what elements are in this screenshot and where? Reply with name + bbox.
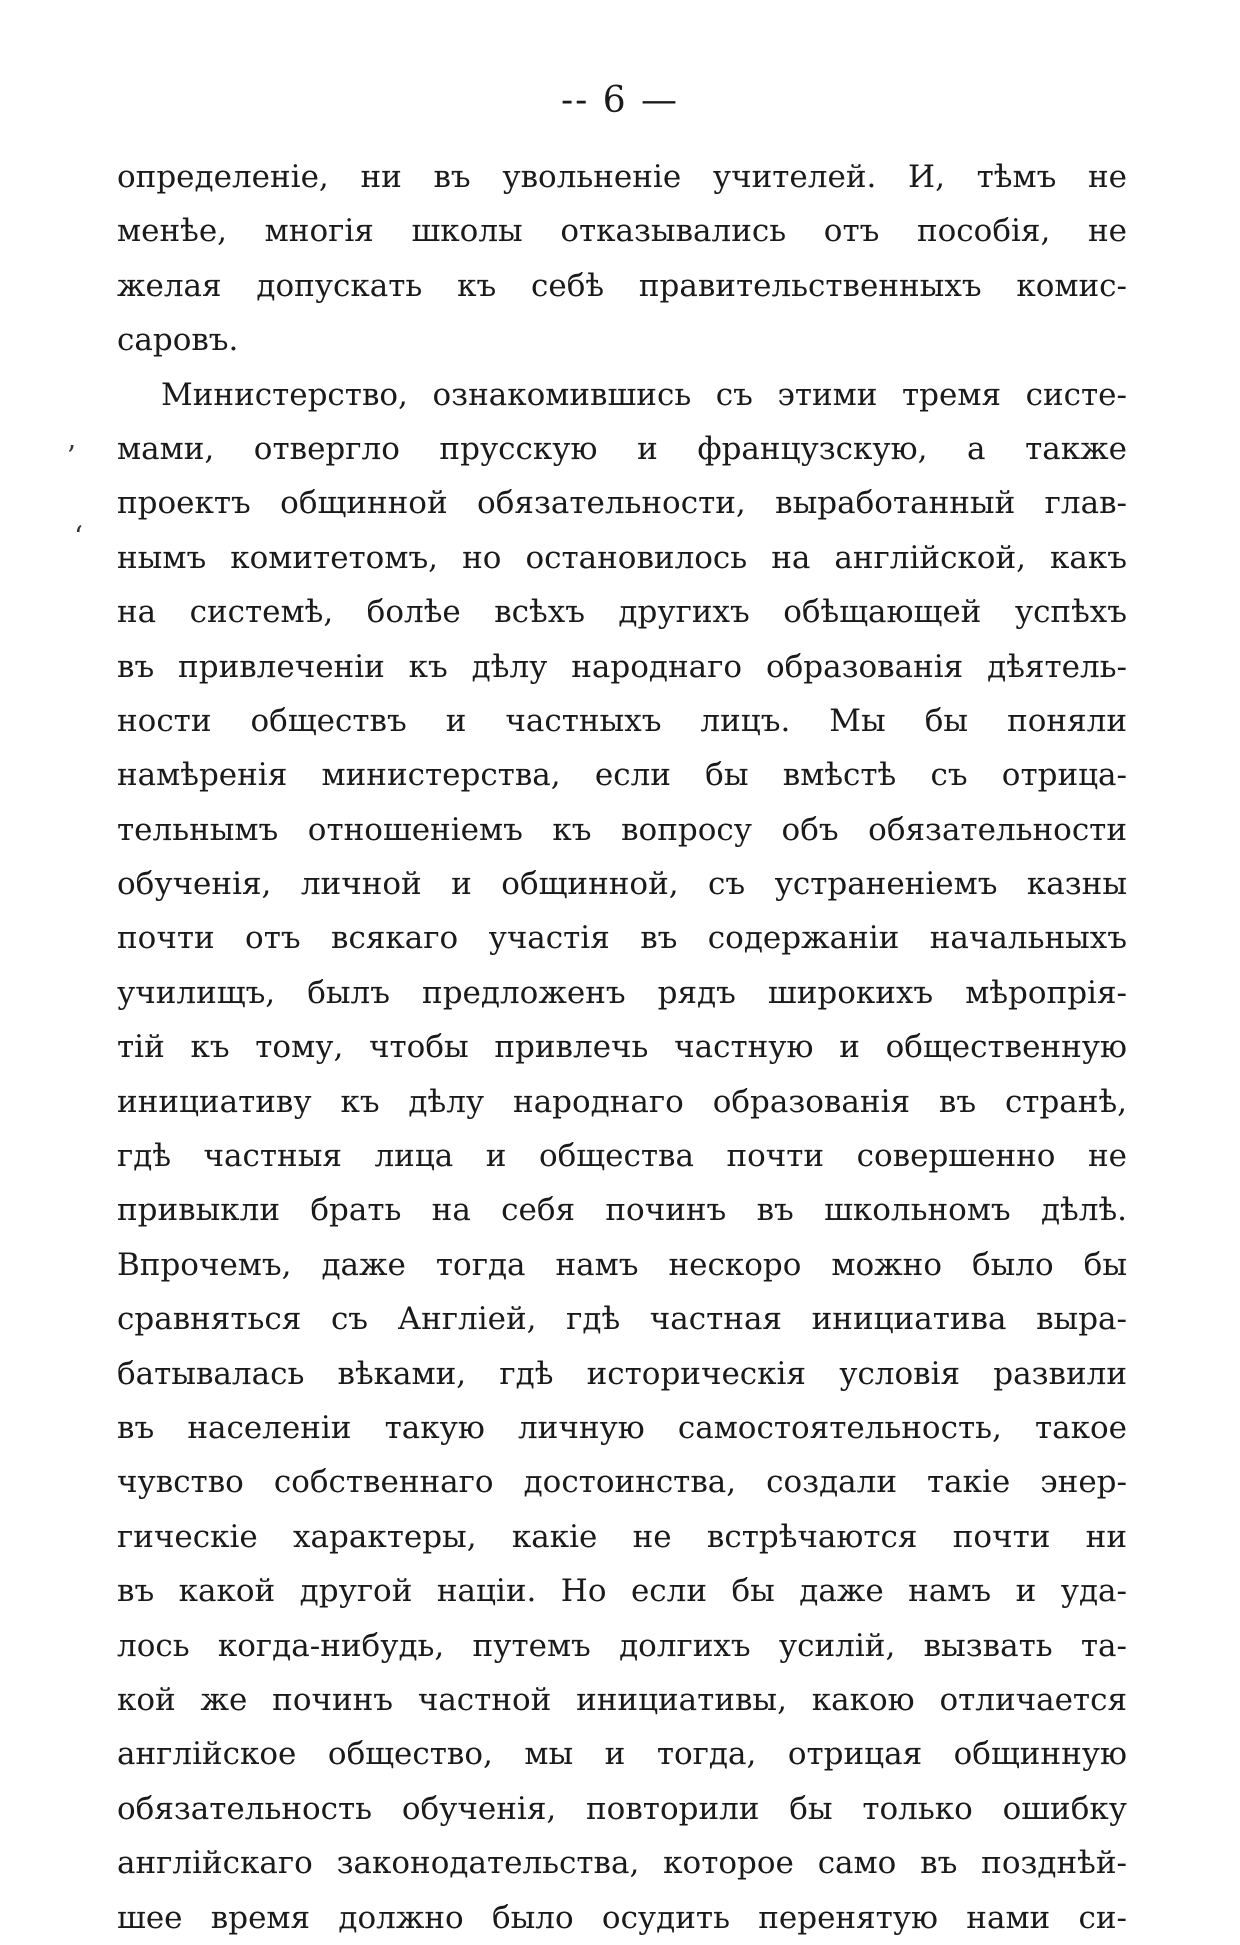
text-line: тій къ тому, чтобы привлечь частную и общественную — [117, 1029, 1127, 1066]
text-line: сравняться съ Англіей, гдѣ частная инициатива выра- — [117, 1301, 1127, 1338]
text-line: инициативу къ дѣлу народнаго образованія въ странѣ, — [117, 1083, 1127, 1120]
text-line: училищъ, былъ предложенъ рядъ широкихъ мѣропрія- — [117, 974, 1127, 1011]
text-line: батывалась вѣками, гдѣ историческія условія развили — [117, 1355, 1127, 1392]
text-line: гдѣ частныя лица и общества почти совершенно не — [117, 1138, 1127, 1175]
margin-mark: ʻ — [74, 520, 83, 553]
text-line: въ какой другой націи. Но если бы даже намъ и уда- — [117, 1573, 1127, 1610]
text-line: проектъ общинной обязательности, выработанный глав- — [117, 485, 1127, 522]
text-line: намѣренія министерства, если бы вмѣстѣ съ отрица- — [117, 757, 1127, 794]
text-line: саровъ. — [117, 322, 239, 359]
text-line: обученія, личной и общинной, съ устраненіемъ казны — [117, 866, 1127, 903]
text-line: обязательность обученія, повторили бы только ошибку — [117, 1790, 1127, 1827]
text-line: привыкли брать на себя починъ въ школьномъ дѣлѣ. — [117, 1192, 1127, 1229]
text-line: определеніе, ни въ увольненіе учителей. И, тѣмъ не — [117, 159, 1127, 195]
text-line: желая допускать къ себѣ правительственныхъ комис- — [117, 267, 1127, 304]
text-line: англійское общество, мы и тогда, отрицая общинную — [117, 1736, 1127, 1773]
text-line: шее время должно было осудить перенятую нами си- — [117, 1899, 1127, 1936]
text-line: чувство собственнаго достоинства, создали такіе энер- — [117, 1464, 1127, 1501]
text-line: почти отъ всякаго участія въ содержаніи начальныхъ — [117, 920, 1127, 957]
text-line: въ населеніи такую личную самостоятельность, такое — [117, 1409, 1127, 1446]
text-line: нымъ комитетомъ, но остановилось на англійской, какъ — [117, 539, 1127, 576]
text-line: гическіе характеры, какіе не встрѣчаются почти ни — [117, 1518, 1127, 1555]
text-line: ности обществъ и частныхъ лицъ. Мы бы поняли — [117, 702, 1127, 739]
margin-mark: ʼ — [66, 440, 75, 473]
text-line: кой же починъ частной инициативы, какою отличается — [117, 1681, 1127, 1718]
text-line: Министерство, ознакомившись съ этими тремя систе- — [161, 376, 1127, 413]
text-line: мами, отвергло прусскую и французскую, а также — [117, 430, 1127, 467]
text-line: на системѣ, болѣе всѣхъ другихъ обѣщающей успѣхъ — [117, 594, 1127, 631]
body-text — [117, 150, 1127, 1945]
text-line: англійскаго законодательства, которое само въ позднѣй- — [117, 1845, 1127, 1882]
text-line: въ привлеченіи къ дѣлу народнаго образованія дѣятель- — [117, 648, 1127, 685]
text-line: Впрочемъ, даже тогда намъ нескоро можно было бы — [117, 1246, 1127, 1283]
text-line: менѣе, многія школы отказывались отъ пособія, не — [117, 213, 1127, 250]
page-number: -- 6 — — [560, 80, 680, 121]
text-line: лось когда-нибудь, путемъ долгихъ усилій, вызвать та- — [117, 1627, 1127, 1664]
text-line: тельнымъ отношеніемъ къ вопросу объ обязательности — [117, 811, 1127, 848]
